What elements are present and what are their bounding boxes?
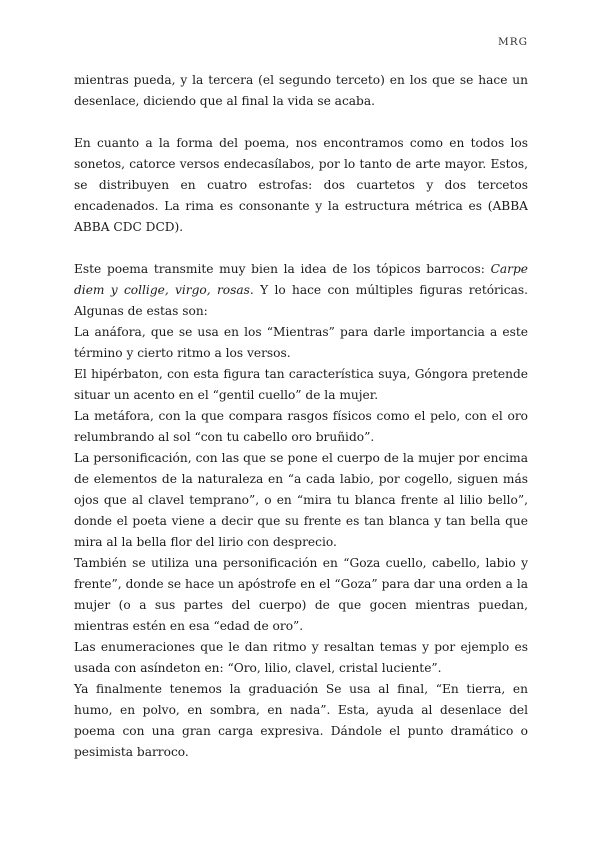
paragraph-gap — [74, 238, 528, 259]
paragraph-apostrofe: También se utiliza una personificación en “Goza cuello, cabello, labio y frente”, donde se hace un apóstrofe en el “Goza” para dar una orden a la mujer (o a sus partes del cuerpo) de que gocen mientras puedan, mientras estén en esa “edad de oro”. — [74, 556, 528, 633]
topics-italic-text: Carpe diem y collige, virgo, rosas — [74, 262, 528, 297]
topics-outro-text: . Y lo hace con múltiples figuras retóricas. Algunas de estas son: — [74, 283, 528, 318]
paragraph-enumeraciones: Las enumeraciones que le dan ritmo y resaltan temas y por ejemplo es usada con asíndeton en: “Oro, lilio, clavel, cristal luciente”. — [74, 640, 528, 675]
header-initials: MRG — [497, 36, 528, 48]
paragraph-form: En cuanto a la forma del poema, nos encontramos como en todos los sonetos, catorce versos endecasílabos, por lo tanto de arte mayor. Estos, se distribuyen en cuatro estrofas: dos cuartetos y dos tercetos encadenados. La rima es consonante y la estructura métrica es (ABBA ABBA CDC DCD). — [74, 136, 528, 234]
paragraph-conclusion-structure: mientras pueda, y la tercera (el segundo terceto) en los que se hace un desenlace, diciendo que al final la vida se acaba. — [74, 73, 528, 108]
topics-intro-text: Este poema transmite muy bien la idea de los tópicos barrocos: — [74, 262, 491, 276]
paragraph-hiperbaton: El hipérbaton, con esta figura tan característica suya, Góngora pretende situar un acento en el “gentil cuello” de la mujer. — [74, 367, 528, 402]
document-body — [74, 70, 528, 763]
paragraph-metafora: La metáfora, con la que compara rasgos físicos como el pelo, con el oro relumbrando al sol “con tu cabello oro bruñido”. — [74, 409, 528, 444]
paragraph-graduacion: Ya finalmente tenemos la graduación Se usa al final, “En tierra, en humo, en polvo, en sombra, en nada”. Esta, ayuda al desenlace del poema con una gran carga expresiva. Dándole el punto dramático o pesimista barroco. — [74, 682, 528, 759]
paragraph-topics — [74, 259, 528, 322]
paragraph-gap — [74, 112, 528, 133]
paragraph-personificacion: La personificación, con las que se pone el cuerpo de la mujer por encima de elementos de la naturaleza en “a cada labio, por cogello, siguen más ojos que al clavel temprano”, o en “mira tu blanca frente al lilio bello”, donde el poeta viene a decir que su frente es tan blanca y tan bella que mira al la bella flor del lirio con desprecio. — [74, 451, 528, 549]
paragraph-anafora: La anáfora, que se usa en los “Mientras” para darle importancia a este término y cierto ritmo a los versos. — [74, 325, 528, 360]
